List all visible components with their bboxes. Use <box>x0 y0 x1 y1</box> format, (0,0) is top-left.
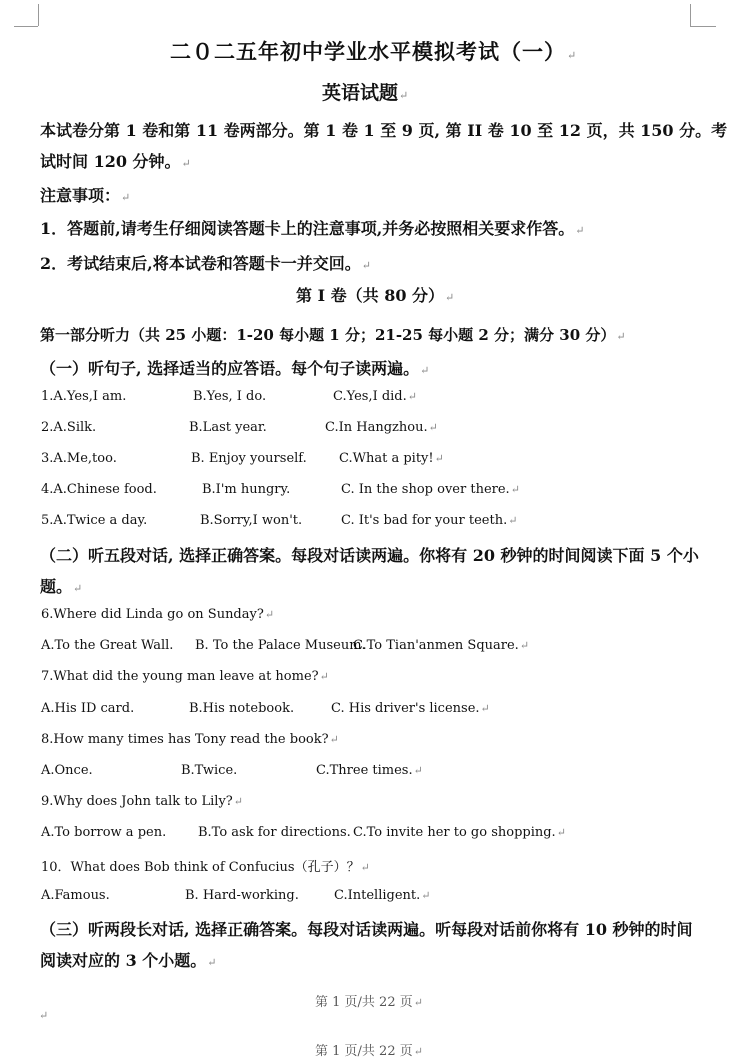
option-b: B.Sorry,I won't. <box>200 513 303 528</box>
option-c: C. His driver's license.↵ <box>331 701 490 716</box>
page-number: 第 1 页/共 22 页↵ <box>315 1044 423 1059</box>
option-a: 4.A.Chinese food. <box>41 482 157 497</box>
option-c: C.To invite her to go shopping.↵ <box>353 825 566 840</box>
option-b: B. Hard-working. <box>185 888 299 903</box>
subject-title: 英语试题↵ <box>322 82 409 104</box>
intro-text: 本试卷分第 1 卷和第 11 卷两部分。第 1 卷 1 至 9 页, 第 II 卷 10 至 12 页，共 150 分。考 <box>40 121 728 140</box>
option-b: B.Twice. <box>181 763 238 778</box>
option-a: 3.A.Me,too. <box>41 451 117 466</box>
question-text: 8.How many times has Tony read the book?↵ <box>41 732 339 747</box>
option-a: A.Famous. <box>41 888 110 903</box>
option-b: B.Last year. <box>189 420 267 435</box>
section3-heading: （三）听两段长对话, 选择正确答案。每段对话读两遍。听每段对话前你将有 10 秒钟的时间 <box>40 920 693 939</box>
volume-heading: 第 I 卷（共 80 分）↵ <box>296 286 455 305</box>
option-a: A.His ID card. <box>41 701 135 716</box>
notice-heading: 注意事项：↵ <box>40 186 131 205</box>
option-c: C.Three times.↵ <box>316 763 423 778</box>
option-c: C.To Tian'anmen Square.↵ <box>353 638 530 653</box>
question-text: 10．What does Bob think of Confucius（孔子）？↵ <box>41 860 370 875</box>
option-b: B. Enjoy yourself. <box>191 451 307 466</box>
option-b: B. To the Palace Museum. <box>195 638 366 653</box>
exam-title: 二０二五年初中学业水平模拟考试（一）↵ <box>170 39 578 64</box>
option-a: A.To borrow a pen. <box>41 825 167 840</box>
option-a: 2.A.Silk. <box>41 420 97 435</box>
notice-item: 1．答题前,请考生仔细阅读答题卡上的注意事项,并务必按照相关要求作答。↵ <box>40 219 585 238</box>
question-text: 7.What did the young man leave at home?↵ <box>41 669 329 684</box>
option-a: 5.A.Twice a day. <box>41 513 148 528</box>
question-text: 6.Where did Linda go on Sunday?↵ <box>41 607 275 622</box>
option-c: C.Intelligent.↵ <box>334 888 431 903</box>
option-c: C. It's bad for your teeth.↵ <box>341 513 518 528</box>
page-corner-mark-top-left <box>14 26 38 27</box>
option-c: C.Yes,I did.↵ <box>333 389 417 404</box>
option-b: B.Yes, I do. <box>193 389 267 404</box>
option-b: B.To ask for directions. <box>198 825 351 840</box>
intro-text: 试时间 120 分钟。↵ <box>40 152 191 171</box>
option-b: B.His notebook. <box>189 701 295 716</box>
option-c: C. In the shop over there.↵ <box>341 482 520 497</box>
notice-item: 2．考试结束后,将本试卷和答题卡一并交回。↵ <box>40 254 371 273</box>
page-number: 第 1 页/共 22 页↵ <box>315 995 423 1010</box>
section2-heading: （二）听五段对话, 选择正确答案。每段对话读两遍。你将有 20 秒钟的时间阅读下面 5 个小 <box>40 546 699 565</box>
section3-heading: 阅读对应的 3 个小题。↵ <box>40 951 217 970</box>
option-a: A.To the Great Wall. <box>41 638 174 653</box>
question-text: 9.Why does John talk to Lily?↵ <box>41 794 243 809</box>
option-a: 1.A.Yes,I am. <box>41 389 127 404</box>
option-c: C.In Hangzhou.↵ <box>325 420 438 435</box>
option-b: B.I'm hungry. <box>202 482 291 497</box>
option-a: A.Once. <box>41 763 93 778</box>
paragraph-mark: ↵ <box>39 1009 49 1022</box>
part1-heading: 第一部分听力（共 25 小题：1-20 每小题 1 分；21-25 每小题 2 分；满分 30 分）↵ <box>40 326 626 344</box>
page-corner-mark-top-right <box>690 4 691 26</box>
section2-heading: 题。↵ <box>40 577 83 596</box>
page-corner-mark-top-right <box>690 26 716 27</box>
section1-heading: （一）听句子, 选择适当的应答语。每个句子读两遍。↵ <box>40 359 430 378</box>
page-corner-mark-top-left <box>38 4 39 26</box>
option-c: C.What a pity!↵ <box>339 451 444 466</box>
